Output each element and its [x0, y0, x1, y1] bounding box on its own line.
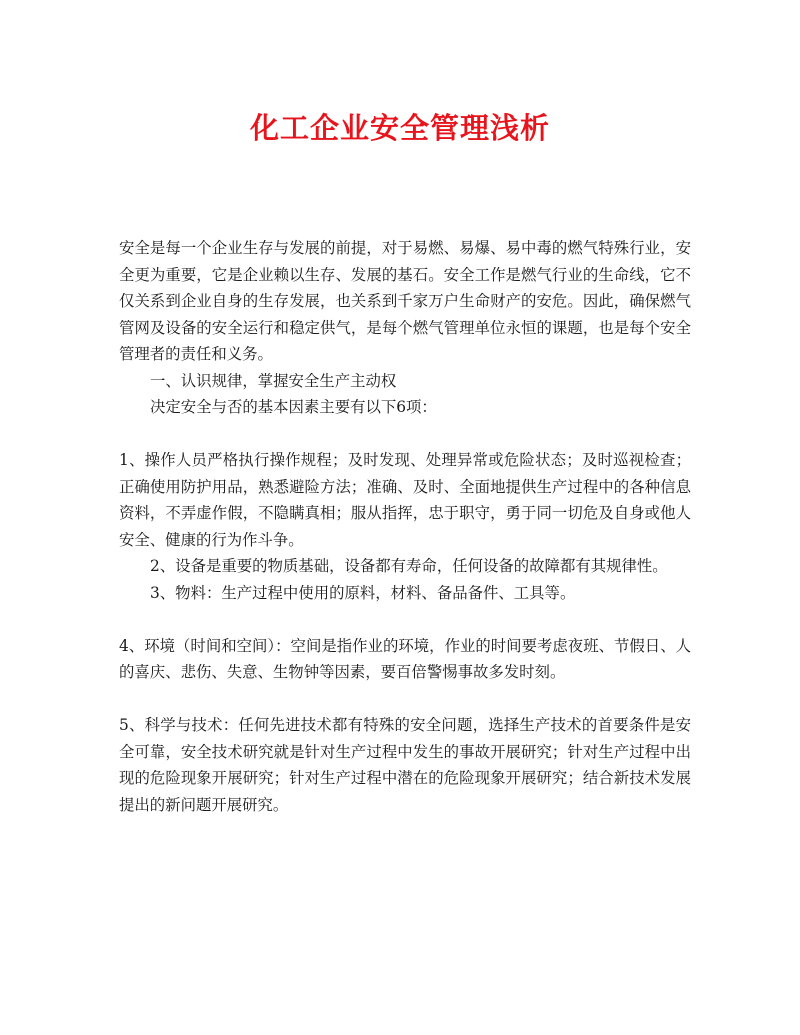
- factors-intro-paragraph: 决定安全与否的基本因素主要有以下6项：: [150, 398, 437, 416]
- intro-paragraph: 安全是每一个企业生存与发展的前提，对于易燃、易爆、易中毒的燃气特殊行业，安全更为重要，它是企业赖以生存、发展的基石。安全工作是燃气行业的生命线，它不仅关系到企业自身的生存发展，也关系到千家万户生命财产的安危。因此，确保燃气管网及设备的安全运行和稳定供气，是每个燃气管理单位永恒的课题，也是每个安全管理者的责任和义务。: [119, 239, 691, 363]
- section-heading: 一、认识规律，掌握安全生产主动权: [150, 371, 397, 390]
- factor-1-paragraph: 1、操作人员严格执行操作规程；及时发现、处理异常或危险状态；及时巡视检查；正确使用防护用品，熟悉避险方法；准确、及时、全面地提供生产过程中的各种信息资料，不弄虚作假，不隐瞒真相；服从指挥，忠于职守，勇于同一切危及自身或他人安全、健康的行为作斗争。: [119, 451, 691, 549]
- factor-3-paragraph: 3、物料：生产过程中使用的原料，材料、备品备件、工具等。: [150, 583, 576, 602]
- document-title: 化工企业安全管理浅析: [249, 111, 550, 145]
- factor-5-paragraph: 5、科学与技术：任何先进技术都有特殊的安全问题，选择生产技术的首要条件是安全可靠，安全技术研究就是针对生产过程中发生的事故开展研究；针对生产过程中出现的危险现象开展研究；针对生产过程中潜在的危险现象开展研究；结合新技术发展提出的新问题开展研究。: [119, 716, 691, 814]
- factor-4-paragraph: 4、环境（时间和空间）：空间是指作业的环境，作业的时间要考虑夜班、节假日、人的喜庆、悲伤、失意、生物钟等因素，要百倍警惕事故多发时刻。: [119, 636, 691, 681]
- document-body: [119, 235, 691, 818]
- factor-2-paragraph: 2、设备是重要的物质基础，设备都有寿命，任何设备的故障都有其规律性。: [150, 557, 668, 575]
